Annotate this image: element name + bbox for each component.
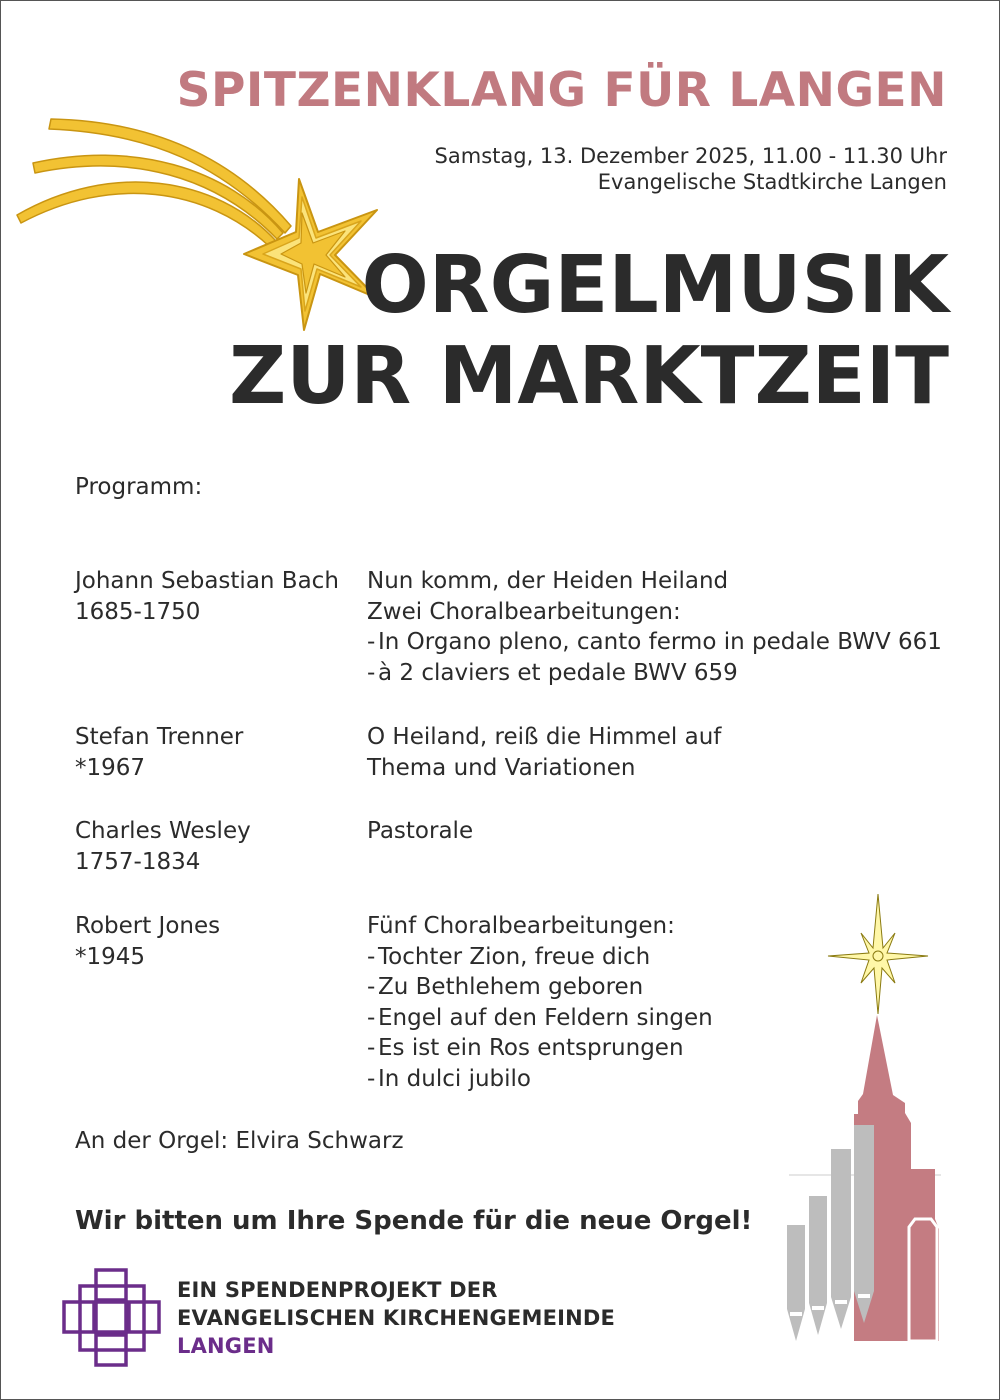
donation-appeal: Wir bitten um Ihre Spende für die neue Orgel! xyxy=(75,1206,753,1236)
tagline: SPITZENKLANG FÜR LANGEN xyxy=(176,63,947,118)
program-heading: Programm: xyxy=(75,474,203,500)
shooting-star-icon xyxy=(11,111,391,336)
work-item: - Zu Bethlehem geboren xyxy=(367,972,967,1003)
bright-star-icon xyxy=(828,894,928,1014)
composer-name: Johann Sebastian Bach xyxy=(75,568,339,594)
composer-name: Robert Jones xyxy=(75,913,221,939)
composer-name: Stefan Trenner xyxy=(75,724,244,750)
work-item: - à 2 claviers et pedale BWV 659 xyxy=(367,658,967,689)
work-item: - Tochter Zion, freue dich xyxy=(367,942,967,973)
composer-name: Charles Wesley xyxy=(75,818,251,844)
work-item: - Es ist ein Ros entsprungen xyxy=(367,1033,967,1064)
composer-years: 1757-1834 xyxy=(75,848,201,875)
footer-line-3: LANGEN xyxy=(177,1334,275,1358)
work-title: Fünf Choralbearbeitungen: xyxy=(367,913,675,939)
event-location: Evangelische Stadtkirche Langen xyxy=(597,170,947,194)
church-organ-icon xyxy=(781,889,951,1349)
composer-years: *1945 xyxy=(75,943,146,970)
footer-line-1: EIN SPENDENPROJEKT DER xyxy=(177,1278,498,1302)
work-subtitle: Thema und Variationen xyxy=(367,754,636,781)
work-title: Nun komm, der Heiden Heiland xyxy=(367,568,729,594)
work-item: - Engel auf den Feldern singen xyxy=(367,1003,967,1034)
cross-logo-icon xyxy=(61,1267,163,1369)
work-subtitle: Zwei Choralbearbeitungen: xyxy=(367,598,681,625)
footer-line-2: EVANGELISCHEN KIRCHENGEMEINDE xyxy=(177,1306,616,1330)
composer-years: 1685-1750 xyxy=(75,598,201,625)
title-line-1: ORGELMUSIK xyxy=(361,239,949,331)
composer-years: *1967 xyxy=(75,754,146,781)
event-date-time: Samstag, 13. Dezember 2025, 11.00 - 11.30 Uhr xyxy=(434,144,947,168)
work-title: O Heiland, reiß die Himmel auf xyxy=(367,724,722,750)
organist-line: An der Orgel: Elvira Schwarz xyxy=(75,1128,404,1154)
work-title: Pastorale xyxy=(367,818,474,844)
work-item: - In dulci jubilo xyxy=(367,1064,967,1095)
work-item: - In Organo pleno, canto fermo in pedale BWV 661 xyxy=(367,627,967,658)
title-line-2: ZUR MARKTZEIT xyxy=(229,330,949,422)
